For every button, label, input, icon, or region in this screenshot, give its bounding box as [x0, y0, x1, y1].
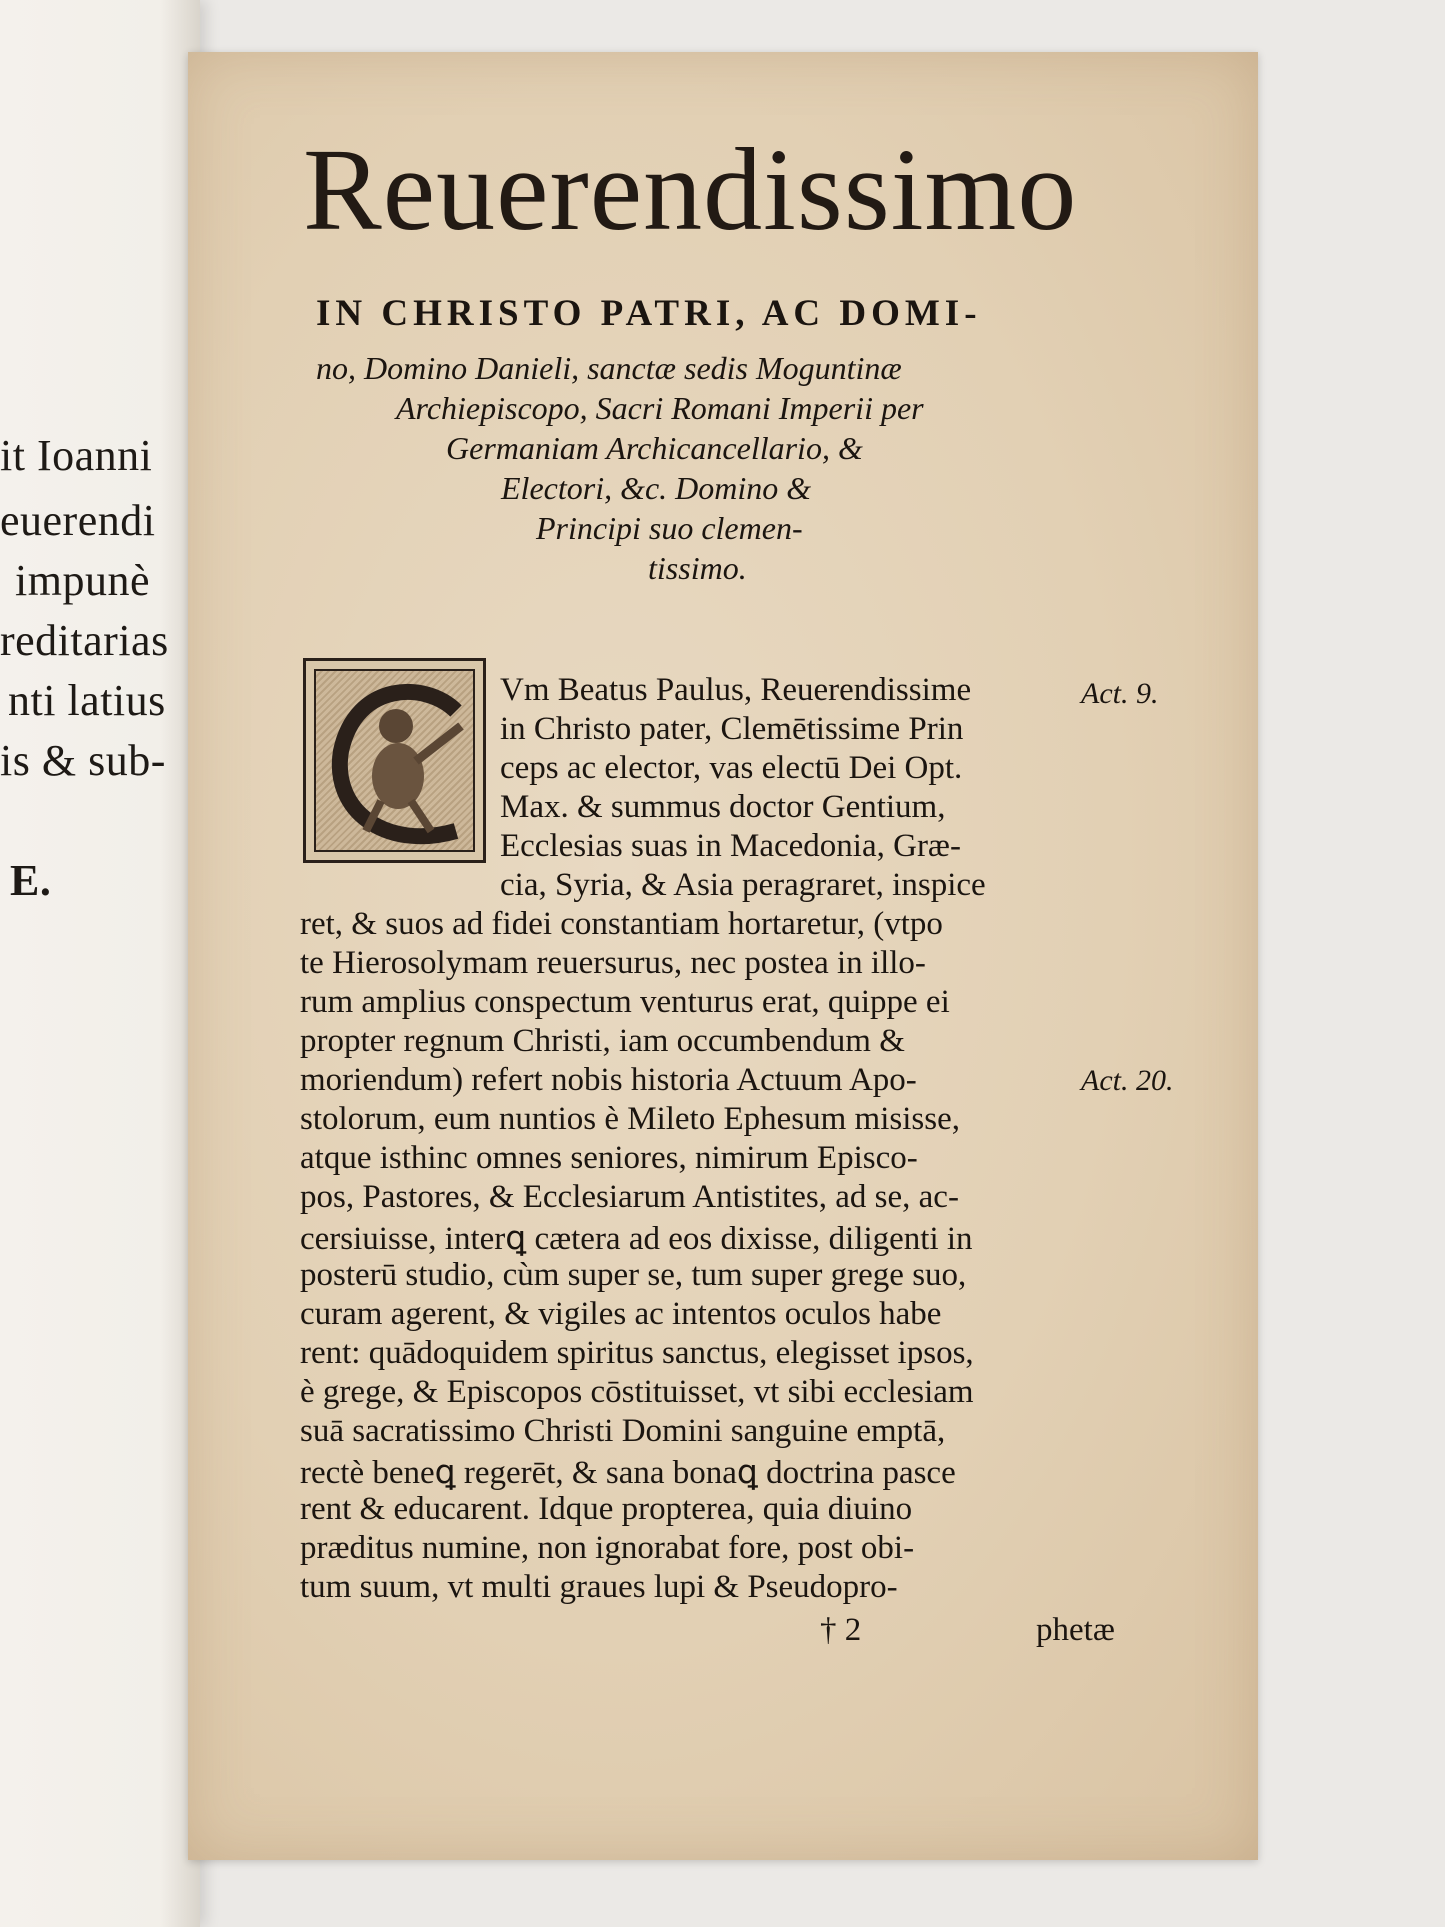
body-line: è grege, & Episcopos cōstituisset, vt sibi ecclesiam [300, 1374, 974, 1410]
body-line: tum suum, vt multi graues lupi & Pseudopro- [300, 1569, 898, 1605]
signature-mark: † 2 [820, 1612, 862, 1648]
body-line: pos, Pastores, & Ecclesiarum Antistites, ad se, ac- [300, 1179, 959, 1215]
body-line: rectè beneꝗ regerēt, & sana bonaꝗ doctrina pasce [300, 1455, 956, 1491]
decorated-initial [303, 658, 486, 863]
body-line: præditus numine, non ignorabat fore, post obi- [300, 1530, 915, 1566]
body-line: cia, Syria, & Asia peragraret, inspice [500, 867, 986, 903]
body-line: posterū studio, cùm super se, tum super grege suo, [300, 1257, 967, 1293]
body-line: ret, & suos ad fidei constantiam hortaretur, (vtpo [300, 906, 943, 942]
left-page-line: euerendi [0, 496, 156, 545]
body-line: cersiuisse, interꝗ cætera ad eos dixisse, diligenti in [300, 1221, 973, 1257]
catchword: phetæ [1036, 1612, 1115, 1648]
address-line: tissimo. [648, 550, 747, 586]
address-line: Electori, &c. Domino & [501, 470, 812, 506]
body-line: Max. & summus doctor Gentium, [500, 789, 946, 825]
initial-c-woodcut-icon [316, 671, 479, 856]
body-line: suā sacratissimo Christi Domini sanguine emptā, [300, 1413, 946, 1449]
body-line: curam agerent, & vigiles ac intentos oculos habe [300, 1296, 942, 1332]
address-line: no, Domino Danieli, sanctæ sedis Moguntinæ [316, 350, 902, 386]
body-line: in Christo pater, Clemētissime Prin [500, 711, 964, 747]
left-page-line: impunè [15, 556, 150, 605]
woodcut-background [314, 669, 475, 852]
body-line: rent: quādoquidem spiritus sanctus, elegisset ipsos, [300, 1335, 974, 1371]
body-line: propter regnum Christi, iam occumbendum & [300, 1023, 905, 1059]
left-page-line: it Ioanni [0, 431, 153, 480]
address-line: Archiepiscopo, Sacri Romani Imperii per [396, 390, 924, 426]
page-title: Reuerendissimo [303, 124, 1078, 255]
body-line: stolorum, eum nuntios è Mileto Ephesum misisse, [300, 1101, 960, 1137]
body-line: te Hierosolymam reuersurus, nec postea in illo- [300, 945, 926, 981]
body-line: moriendum) refert nobis historia Actuum Apo- [300, 1062, 917, 1098]
body-line: Ecclesias suas in Macedonia, Græ- [500, 828, 961, 864]
left-page-line: is & sub- [0, 736, 166, 785]
body-line: rum amplius conspectum venturus erat, quippe ei [300, 984, 950, 1020]
left-page-line: reditarias [0, 616, 169, 665]
address-line: Principi suo clemen- [536, 510, 803, 546]
body-line: ceps ac elector, vas electū Dei Opt. [500, 750, 963, 786]
margin-note: Act. 9. [1081, 677, 1159, 710]
left-page-line: E. [10, 856, 52, 905]
page-subtitle: IN CHRISTO PATRI, AC DOMI- [316, 293, 982, 334]
address-line: Germaniam Archicancellario, & [446, 430, 863, 466]
book-page [188, 52, 1258, 1860]
left-page-line: nti latius [8, 676, 166, 725]
body-line: rent & educarent. Idque propterea, quia diuino [300, 1491, 913, 1527]
body-line: Vm Beatus Paulus, Reuerendissime [500, 672, 972, 708]
margin-note: Act. 20. [1081, 1064, 1174, 1097]
body-line: atque isthinc omnes seniores, nimirum Episco- [300, 1140, 918, 1176]
left-facing-page [0, 0, 200, 1927]
